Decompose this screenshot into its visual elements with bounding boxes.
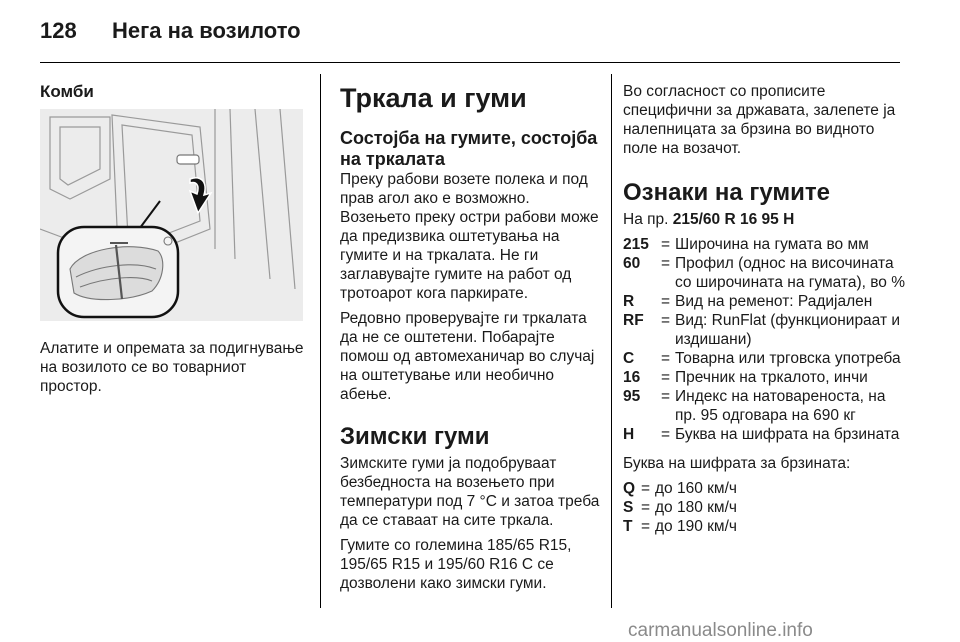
paragraph-intro: Во согласност со прописите специфични за државата, залепете ја налепницата за брзина во видното поле на возачот. xyxy=(623,83,896,157)
subheading-winter-tyres: Зимски гуми xyxy=(340,423,490,450)
example-prefix: На пр. xyxy=(623,211,669,228)
left-column xyxy=(40,82,304,402)
code-description: Профил (однос на височината со широчината на гумата), во % xyxy=(675,255,906,291)
section-title: Нега на возилото xyxy=(112,18,301,43)
equals-sign: = xyxy=(661,255,671,272)
code-key: 95 xyxy=(623,388,641,405)
equals-sign: = xyxy=(661,426,671,443)
tyre-example xyxy=(623,210,907,229)
code-description: Широчина на гумата во мм xyxy=(675,236,869,253)
section-title-wheels: Тркала и гуми xyxy=(340,83,527,113)
kombi-heading: Комби xyxy=(40,82,94,101)
code-description: до 160 км/ч xyxy=(655,480,737,497)
code-description: Вид: RunFlat (функционираат и издишани) xyxy=(675,312,901,348)
equals-sign: = xyxy=(661,388,671,405)
illustration-caption: Алатите и опремата за подигнување на возилото се во товарниот простор. xyxy=(40,340,304,395)
code-key: T xyxy=(623,518,633,535)
code-key: S xyxy=(623,499,634,516)
paragraph: Редовно проверувајте ги тркалата да не се оштетени. Побарајте помош од автомеханичар во случај на оштетување или необично абење. xyxy=(340,310,595,403)
equals-sign: = xyxy=(661,236,671,253)
code-description: до 190 км/ч xyxy=(655,518,737,535)
speed-intro: Буква на шифрата за брзината: xyxy=(623,455,851,472)
code-key: 60 xyxy=(623,255,641,272)
subheading-tyre-marks: Ознаки на гумите xyxy=(623,179,831,206)
page-header xyxy=(40,18,301,44)
example-code: 215/60 R 16 95 H xyxy=(672,211,795,228)
code-key: 215 xyxy=(623,236,649,253)
equals-sign: = xyxy=(661,350,671,367)
speed-code-list xyxy=(623,479,907,536)
right-column xyxy=(623,82,907,536)
equals-sign: = xyxy=(661,293,671,310)
tyre-code-list xyxy=(623,235,907,444)
code-description: Пречник на тркалото, инчи xyxy=(675,369,868,386)
column-divider xyxy=(320,74,321,608)
code-description: Индекс на натовареноста, на пр. 95 одговара на 690 кг xyxy=(675,388,886,424)
code-key: C xyxy=(623,350,635,367)
code-key: Q xyxy=(623,480,636,497)
equals-sign: = xyxy=(641,499,651,516)
code-description: Вид на ременот: Радијален xyxy=(675,293,873,310)
page-number: 128 xyxy=(40,18,77,43)
middle-column xyxy=(340,82,602,599)
paragraph: Преку рабови возете полека и под прав агол ако е возможно. Возењето преку остри рабови може да предизвика оштетувања на гумите и на тркалата. Не ги заглавувајте гумите на работ од тротоарот кога паркирате. xyxy=(340,171,599,302)
equals-sign: = xyxy=(641,518,651,535)
code-key: H xyxy=(623,426,635,443)
subheading-condition: Состојба на гумите, состојба на тркалата xyxy=(340,128,598,169)
code-description: Товарна или трговска употреба xyxy=(675,350,901,367)
paragraph: Зимските гуми ја подобруваат безбедноста на возењето при температури под 7 °C и затоа треба да се ставаат на сите тркала. xyxy=(340,455,600,529)
code-description: до 180 км/ч xyxy=(655,499,737,516)
code-key: R xyxy=(623,293,635,310)
paragraph: Гумите со големина 185/65 R15, 195/65 R15 и 195/60 R16 C се дозволени како зимски гуми. xyxy=(340,537,572,592)
equals-sign: = xyxy=(641,480,651,497)
code-key: 16 xyxy=(623,369,641,386)
column-divider xyxy=(611,74,612,608)
equals-sign: = xyxy=(661,369,671,386)
van-cargo-illustration xyxy=(40,109,303,321)
code-description: Буква на шифрата на брзината xyxy=(675,426,900,443)
header-rule xyxy=(40,62,900,63)
equals-sign: = xyxy=(661,312,671,329)
code-key: RF xyxy=(623,312,644,329)
watermark: carmanualsonline.info xyxy=(628,620,813,641)
